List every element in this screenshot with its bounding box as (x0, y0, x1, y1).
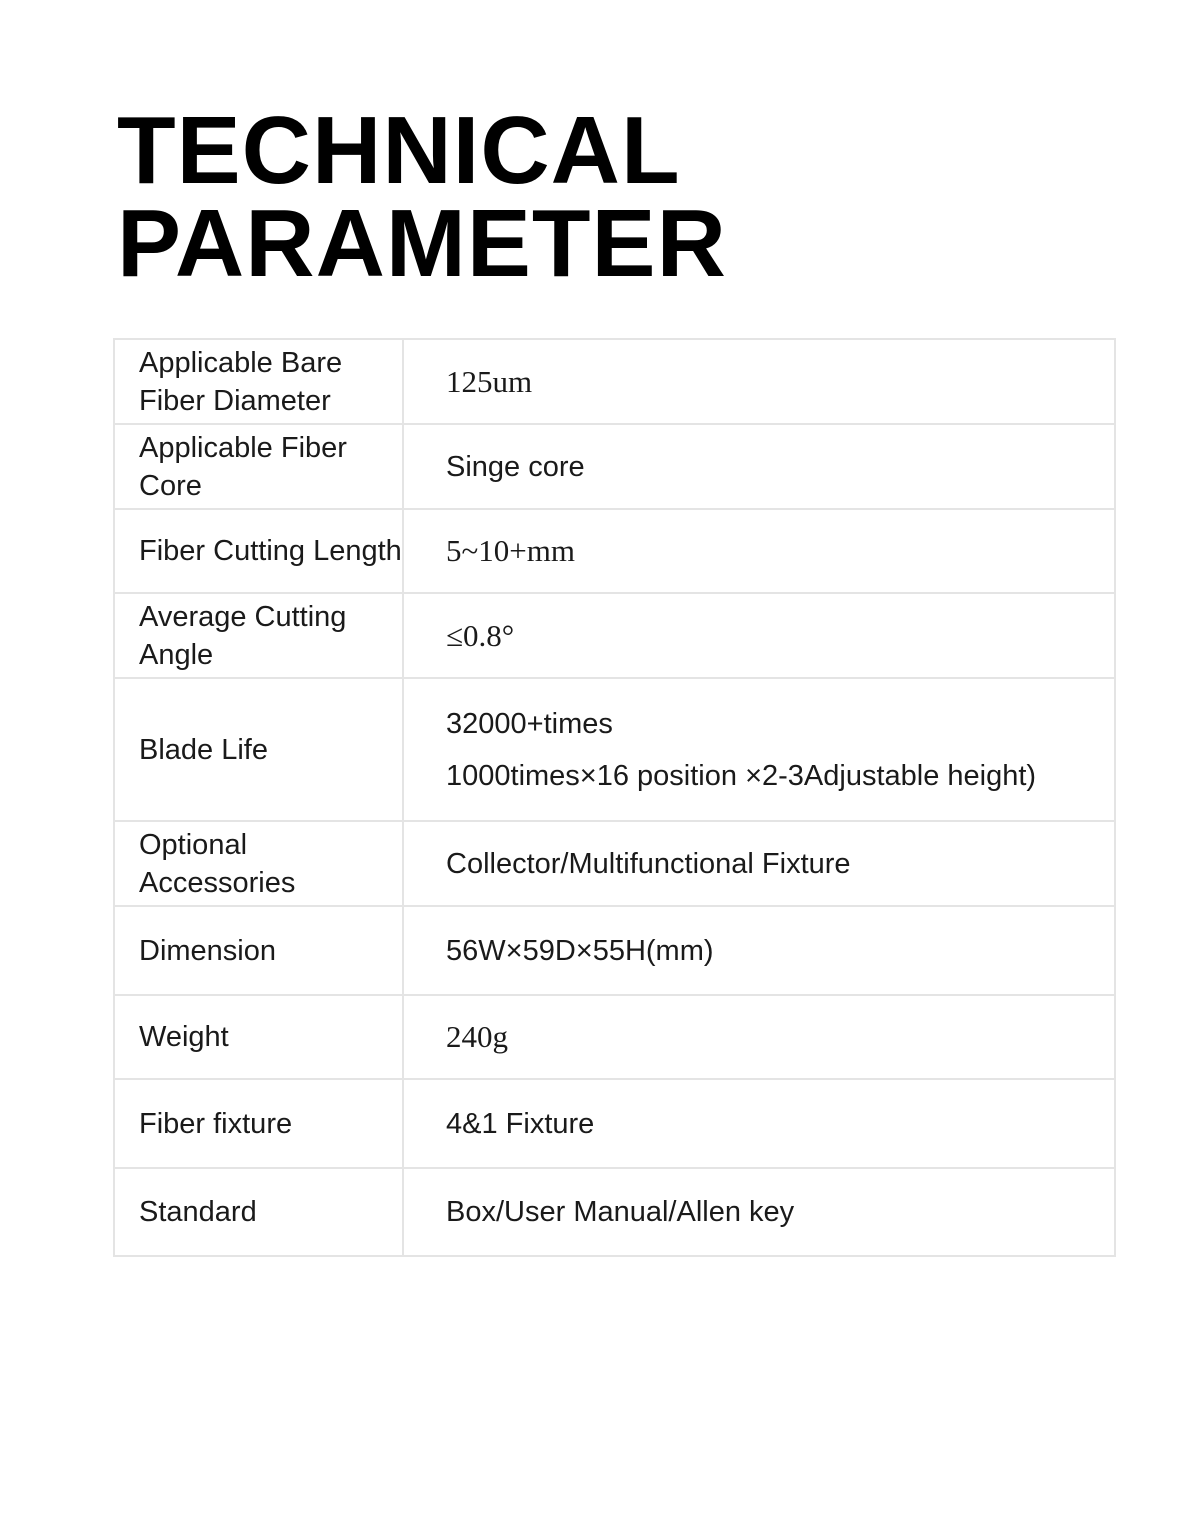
param-value (403, 821, 1115, 906)
table-row (114, 821, 1115, 906)
param-value-line: Box/User Manual/Allen key (446, 1196, 795, 1228)
spec-table (113, 338, 1116, 1257)
param-value-line: 5~10+mm (446, 533, 575, 568)
param-value (403, 678, 1115, 821)
param-value (403, 1079, 1115, 1168)
param-value (403, 995, 1115, 1079)
param-value-line: 240g (446, 1019, 508, 1054)
param-value-line: 4&1 Fixture (446, 1107, 595, 1140)
param-value-line: ≤0.8° (446, 617, 515, 653)
param-label: Dimension (114, 906, 403, 995)
param-value (403, 906, 1115, 995)
table-row (114, 339, 1115, 424)
table-row (114, 995, 1115, 1079)
table-row (114, 593, 1115, 678)
param-label: Blade Life (114, 678, 403, 821)
param-label: Applicable Fiber Core (114, 424, 403, 509)
page-title (117, 97, 727, 297)
table-row (114, 678, 1115, 821)
param-value-line: Collector/Multifunctional Fixture (446, 847, 851, 880)
param-label: Applicable Bare Fiber Diameter (114, 339, 403, 424)
param-value (403, 1168, 1115, 1256)
param-value (403, 424, 1115, 509)
param-value-line: 32000+times (446, 707, 613, 740)
param-value-line: 1000times×16 position ×2-3Adjustable height) (446, 759, 1037, 792)
param-value-line: 125um (446, 363, 533, 399)
page-title-line-1: TECHNICAL (117, 97, 681, 204)
param-value (403, 509, 1115, 593)
param-label: Fiber Cutting Length (114, 509, 403, 593)
param-value (403, 339, 1115, 424)
page-title-line-2: PARAMETER (117, 190, 727, 297)
table-row (114, 1168, 1115, 1256)
param-label: Fiber fixture (114, 1079, 403, 1168)
table-row (114, 1079, 1115, 1168)
param-value-line: Singe core (446, 450, 585, 483)
table-row (114, 424, 1115, 509)
param-label: Average Cutting Angle (114, 593, 403, 678)
param-label: Weight (114, 995, 403, 1079)
param-value-line: 56W×59D×55H(mm) (446, 934, 714, 967)
param-label: Optional Accessories (114, 821, 403, 906)
table-row (114, 906, 1115, 995)
table-row (114, 509, 1115, 593)
param-label: Standard (114, 1168, 403, 1256)
param-value (403, 593, 1115, 678)
